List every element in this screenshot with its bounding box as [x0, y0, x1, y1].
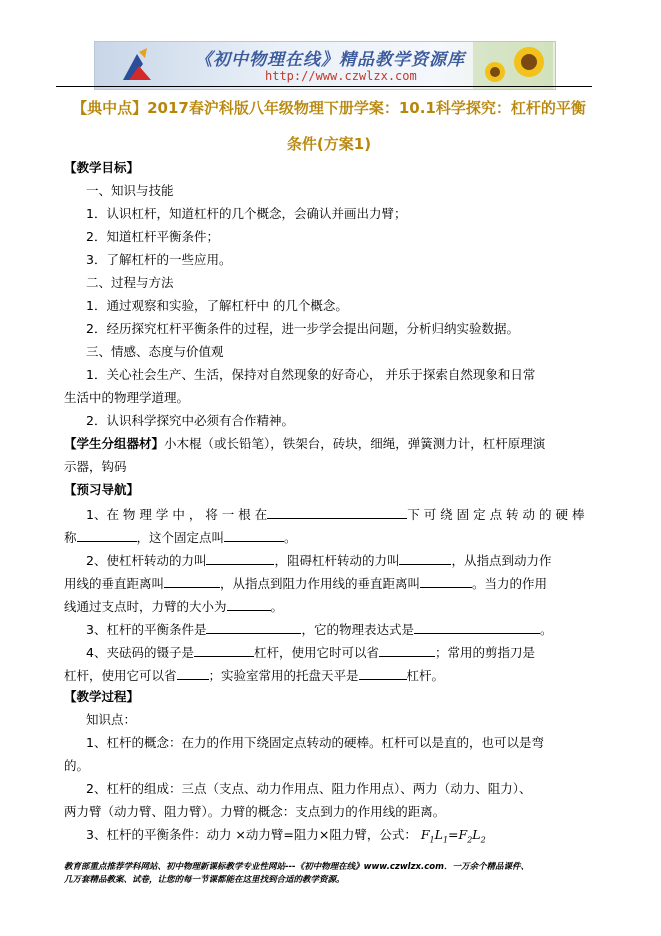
preview-q4-line2 [64, 666, 444, 684]
s3-heading: 三、情感、态度与价值观 [86, 344, 224, 359]
s1-item-3: 3．了解杠杆的一些应用。 [86, 252, 232, 267]
fill-blank[interactable] [77, 528, 137, 542]
text: 用线的垂直距离叫 [64, 576, 165, 591]
equipment-text-b: 示器，钩码 [64, 459, 127, 474]
s1-heading: 一、知识与技能 [86, 183, 174, 198]
text: 。当力的作用 [472, 576, 548, 591]
s2-heading: 二、过程与方法 [86, 275, 174, 290]
header-rule [56, 86, 592, 87]
text: 下 可 绕 固 定 点 转 动 的 硬 棒 [407, 507, 585, 522]
knowledge-2b: 两力臂（动力臂、阻力臂）。力臂的概念：支点到力的作用线的距离。 [64, 804, 446, 819]
s1-item-2: 2．知道杠杆平衡条件； [86, 229, 219, 244]
knowledge-1a: 1、杠杆的概念：在力的作用下绕固定点转动的硬棒。杠杆可以是直的，也可以是弯 [86, 735, 544, 750]
fill-blank[interactable] [267, 505, 407, 519]
footer-line-1: 教育部重点推荐学科网站、初中物理新课标教学专业性网站---《初中物理在线》www.czwlzx.com．一万余个精品课件、 [64, 862, 529, 872]
goals-heading: 【教学目标】 [64, 160, 140, 175]
s1-item-1: 1．认识杠杆，知道杠杆的几个概念，会确认并画出力臂； [86, 206, 407, 221]
text: ，阻碍杠杆转动的力叫 [274, 553, 400, 568]
doc-title-line1: 【典中点】2017春沪科版八年级物理下册学案：10.1科学探究：杠杆的平衡 [72, 99, 586, 117]
page-footer [64, 861, 604, 887]
equipment-text-a: 小木棍（或长铅笔），铁架台，砖块，细绳，弹簧测力计，杠杆原理演 [164, 436, 546, 451]
text: ，从指点到动力作 [451, 553, 552, 568]
preview-q2-line3 [64, 597, 283, 615]
text: 。 [270, 599, 284, 614]
text: 4、夹砝码的镊子是 [86, 645, 194, 660]
preview-q2-line1 [86, 551, 552, 569]
preview-q4-line1 [86, 643, 535, 661]
text: 。 [284, 530, 297, 545]
s3-item-1b: 生活中的物理学道理。 [64, 390, 190, 405]
preview-q3 [86, 620, 553, 638]
knowledge-3 [86, 827, 486, 849]
text: 杠杆。 [406, 668, 445, 683]
text: 杠杆，使用它时可以省 [253, 645, 379, 660]
lever-formula: $F_1L_1=F_2L_2$ [420, 827, 486, 845]
text: 3、杠杆的平衡条件：动力 ×动力臂=阻力×阻力臂，公式： [86, 827, 417, 842]
preview-q2-line2 [64, 574, 547, 592]
text: ，从指点到阻力作用线的垂直距离叫 [220, 576, 421, 591]
fill-blank[interactable] [414, 620, 540, 634]
doc-title-line2: 条件(方案1) [286, 135, 372, 153]
s2-item-1: 1．通过观察和实验，了解杠杆中 的几个概念。 [86, 298, 348, 313]
fill-blank[interactable] [206, 620, 301, 634]
knowledge-label: 知识点： [86, 712, 137, 727]
banner-url: http://www.czwlzx.com [265, 69, 417, 83]
fill-blank[interactable] [206, 551, 274, 565]
text: 称 [64, 530, 77, 545]
fill-blank[interactable] [224, 528, 284, 542]
fill-blank[interactable] [399, 551, 451, 565]
process-heading: 【教学过程】 [64, 689, 140, 704]
text: 线通过支点时，力臂的大小为 [64, 599, 227, 614]
text: ，这个固定点叫 [136, 530, 225, 545]
sunflower-icon [473, 42, 553, 89]
text: ；实验室常用的托盘天平是 [208, 668, 359, 683]
fill-blank[interactable] [227, 597, 271, 611]
fill-blank[interactable] [177, 666, 209, 680]
knowledge-2a: 2、杠杆的组成：三点（支点、动力作用点、阻力作用点）、两力（动力、阻力）、 [86, 781, 532, 796]
fill-blank[interactable] [164, 574, 220, 588]
preview-q1-line1 [86, 505, 584, 523]
text: 3、杠杆的平衡条件是 [86, 622, 207, 637]
fill-blank[interactable] [359, 666, 407, 680]
s3-item-2: 2．认识科学探究中必须有合作精神。 [86, 413, 294, 428]
footer-line-2: 几万套精品教案、试卷，让您的每一节课都能在这里找到合适的教学资源。 [64, 875, 345, 885]
text: ，它的物理表达式是 [301, 622, 414, 637]
equipment-line-a [64, 436, 545, 452]
text: ；常用的剪指刀是 [434, 645, 535, 660]
fill-blank[interactable] [420, 574, 472, 588]
fill-blank[interactable] [194, 643, 254, 657]
preview-q1-line2 [64, 528, 297, 546]
header-banner [94, 41, 556, 90]
equipment-label: 【学生分组器材】 [64, 436, 165, 451]
s2-item-2: 2．经历探究杠杆平衡条件的过程，进一步学会提出问题，分析归纳实验数据。 [86, 321, 519, 336]
banner-title: 《初中物理在线》精品教学资源库 [195, 50, 465, 70]
text: 1、在 物 理 学 中 ， 将 一 根 在 [86, 507, 268, 522]
site-logo [103, 44, 163, 86]
preview-heading: 【预习导航】 [64, 482, 140, 497]
knowledge-1b: 的。 [64, 758, 90, 773]
fill-blank[interactable] [379, 643, 435, 657]
text: 。 [539, 622, 553, 637]
text: 杠杆，使用它可以省 [64, 668, 177, 683]
s3-item-1a: 1．关心社会生产、生活，保持对自然现象的好奇心， 并乐于探索自然现象和日常 [86, 367, 536, 382]
text: 2、使杠杆转动的力叫 [86, 553, 207, 568]
